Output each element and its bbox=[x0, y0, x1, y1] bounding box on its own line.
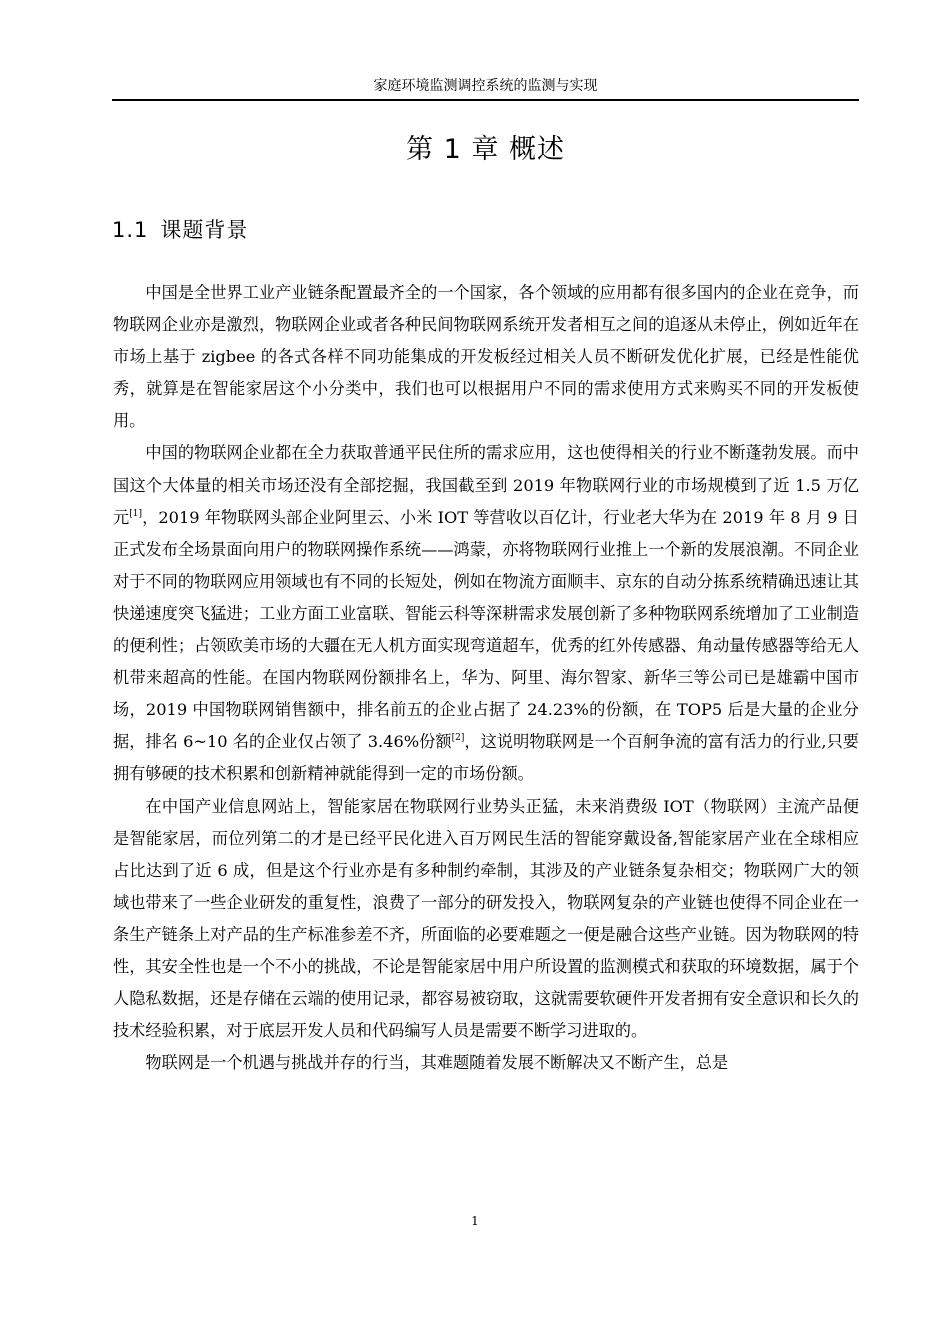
section-number: 1.1 bbox=[112, 218, 149, 242]
running-header: 家庭环境监测调控系统的监测与实现 bbox=[373, 78, 598, 94]
paragraph-1: 中国是全世界工业产业链条配置最齐全的一个国家，各个领域的应用都有很多国内的企业在竞争，而物联网企业亦是激烈，物联网企业或者各种民间物联网系统开发者相互之间的追逐从未停止，例如近年在市场上基于 zigbee 的各式各样不同功能集成的开发板经过相关人员不断研发优化扩展，已经是性能优秀，就算是在智能家居这个小分类中，我们也可以根据用户不同的需求使用方式来购买不同的开发板使用。 bbox=[113, 283, 859, 431]
page-number: 1 bbox=[471, 1214, 479, 1228]
section-title: 课题背景 bbox=[160, 218, 249, 242]
chapter-title: 第 1 章 概述 bbox=[406, 134, 565, 165]
header-rule bbox=[112, 99, 859, 101]
paragraph-2 bbox=[113, 437, 859, 790]
paragraph-2-part-3: ，这说明物联网是一个百舸争流的富有活力的行业,只要拥有够硬的技术积累和创新精神就能得到一定的市场份额。 bbox=[113, 732, 859, 784]
paragraph-2-part-1: 中国的物联网企业都在全力获取普通平民住所的需求应用，这也使得相关的行业不断蓬勃发展。而中国这个大体量的相关市场还没有全部挖掘，我国截至到 2019 年物联网行业的市场规模到了近 1.5 万亿元 bbox=[113, 443, 859, 527]
paragraph-3: 在中国产业信息网站上，智能家居在物联网行业势头正猛，未来消费级 IOT（物联网）主流产品便是智能家居，而位列第二的才是已经平民化进入百万网民生活的智能穿戴设备,智能家居产业在全球相应占比达到了近 6 成，但是这个行业亦是有多种制约牵制，其涉及的产业链条复杂相交；物联网广大的领域也带来了一些企业研发的重复性，浪费了一部分的研发投入，物联网复杂的产业链也使得不同企业在一条生产链条上对产品的生产标准参差不齐，所面临的必要难题之一便是融合这些产业链。因为物联网的特性，其安全性也是一个不小的挑战，不论是智能家居中用户所设置的监测模式和获取的环境数据，属于个人隐私数据，还是存储在云端的使用记录，都容易被窃取，这就需要软硬件开发者拥有安全意识和长久的技术经验积累，对于底层开发人员和代码编写人员是需要不断学习进取的。 bbox=[113, 796, 859, 1041]
paragraph-4: 物联网是一个机遇与挑战并存的行当，其难题随着发展不断解决又不断产生，总是 bbox=[145, 1053, 729, 1073]
citation-2[interactable]: [2] bbox=[451, 733, 465, 744]
body-text bbox=[113, 277, 859, 1079]
paragraph-2-part-2: ，2019 年物联网头部企业阿里云、小米 IOT 等营收以百亿计，行业老大华为在 2019 年 8 月 9 日正式发布全场景面向用户的物联网操作系统——鸿蒙，亦将物联网行业推上一个新的发展浪潮。不同企业对于不同的物联网应用领域也有不同的长短处，例如在物流方面顺丰、京东的自动分拣系统精确迅速让其快递速度突飞猛进；工业方面工业富联、智能云科等深耕需求发展创新了多种物联网系统增加了工业制造的便利性；占领欧美市场的大疆在无人机方面实现弯道超车，优秀的红外传感器、角动量传感器等给无人机带来超高的性能。在国内物联网份额排名上，华为、阿里、海尔智家、新华三等公司已是雄霸中国市场，2019 中国物联网销售额中，排名前五的企业占据了 24.23%的份额，在 TOP5 后是大量的企业分据，排名 6~10 名的企业仅占领了 3.46%份额 bbox=[113, 507, 859, 752]
citation-1[interactable]: [1] bbox=[129, 508, 143, 519]
section-heading bbox=[112, 214, 248, 246]
